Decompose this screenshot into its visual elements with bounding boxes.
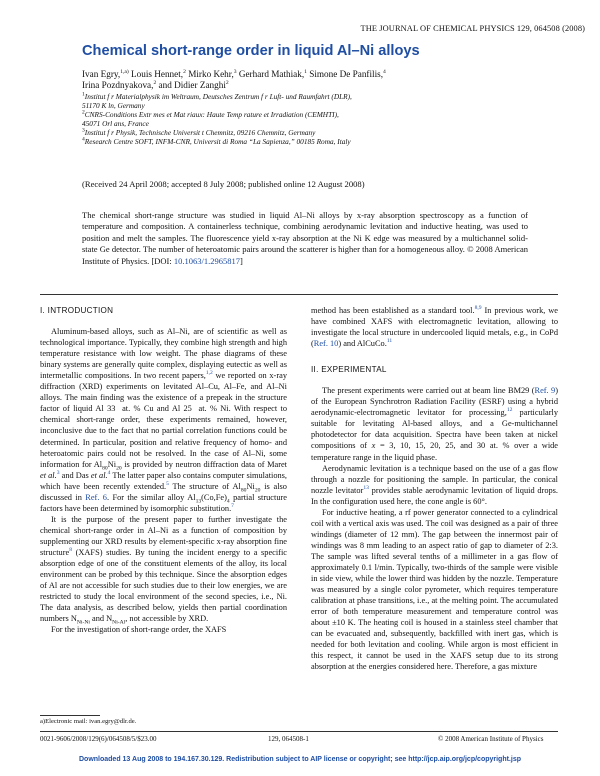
footer-page: 129, 064508-1 <box>268 735 309 743</box>
affiliation-2-city: 45071 Orl ans, France <box>82 119 149 128</box>
section-experimental-title: II. EXPERIMENTAL <box>311 365 387 375</box>
section-intro-title: I. INTRODUCTION <box>40 306 114 315</box>
abstract-end: ] <box>239 255 243 266</box>
author-line-1: Ivan Egry,$^{1,a)}$ Louis Hennet,$^2$ Mirko Kehr,$^3$ Gerhard Mathiak,$^1$ Simone De Panfilis,$^4$ <box>82 68 386 79</box>
footer-divider <box>40 731 558 732</box>
journal-header: THE JOURNAL OF CHEMICAL PHYSICS 129, 064508 (2008) <box>360 24 585 33</box>
footer-copyright: © 2008 American Institute of Physics <box>438 735 544 743</box>
affiliation-1: $^1$Institut f r Materialphysik im Weltraum, Deutsches Zentrum f r Luft- und Raumfahrt (DLR), <box>82 91 352 101</box>
paper-title: Chemical short-range order in liquid Al–Ni alloys <box>82 43 420 59</box>
affiliation-2: $^2$CNRS-Conditions Extr mes et Mat riaux: Haute Temp rature et Irradiation (CEMHTI), <box>82 109 339 119</box>
right-paragraph-1: method has been established as a standard tool.$^{8,9}$ In previous work, we have combined XAFS with electromagnetic levitation, allowing to investigate the local structure in undercooled liquid metals, e.g., in CoPd (Ref. 10) and AlCuCo.$^{11}$ <box>311 305 559 349</box>
intro-paragraph-1: Aluminum-based alloys, such as Al–Ni, are of scientific as well as technological importance. Typically, they combine high strength and high temperature resistance with low weight. The phase diagrams of these binary systems are generally quite complex, displaying eutectic as well as intermetallic compositions. In two recent papers,$^{1,2}$ we reported on x-ray diffraction (XRD) experiments on levitated Al–Cu, Al–Fe, and Al–Ni alloys. The main finding was the existence of a prepeak in the structure factor of liquid Al 33 at. % Cu and Al 25 at. % Ni. With respect to chemical short-range order, these experiments remained, however, inconclusive due to the fact that no partial correlation functions could be determined. In particular, position and relative frequency of homo- and heteroatomic pairs could not be resolved. In the case of Al–Ni, some information for $Al_{80}Ni_{20}$ is provided by neutron diffraction data of Maret et al.$^3$ and Das et al.$^4$ The latter paper also contains computer simulations, which have been recently extended.$^5$ The structure of $Al_{80}Ni_{20}$ is also discussed in Ref. 6. For the similar alloy $Al_{13}(Co,Fe)_4$ partial structure factors have been determined by isomorphic substitution.$^7$ <box>40 327 288 513</box>
abstract-text: The chemical short-range structure was studied in liquid Al–Ni alloys by x-ray absorption spectroscopy as a function of temperature and composition. A containerless technique, combining aerodynamic levitation and inductive heating, was used to position and melt the samples. The fluorescence yield x-ray absorption at the Ni K edge was measured by a multichannel solid-state Ge detector. The number of heteroatomic pairs around the scatterer is higher than for a homogeneous alloy. © 2008 American Institute of Physics. [DOI: <box>82 210 528 266</box>
exp-paragraph-1: The present experiments were carried out at beam line BM29 (Ref. 9) of the European Synchrotron Radiation Facility (ESRF) using a hybrid aerodynamic-electromagnetic levitator for processing,$^{12}$ particularly suitable for levitating Al-based alloys, and a Ge-multichannel photodetector for data acquisition. Spectra have been taken at nickel compositions of x = 3, 10, 15, 20, 25, and 30 at. % over a wide temperature range in the liquid phase. <box>311 386 559 462</box>
affiliation-4: $^4$Research Centre SOFT, INFM-CNR, Universit di Roma “La Sapienza,” 00185 Roma, Italy <box>82 136 351 146</box>
exp-paragraph-3: For inductive heating, a rf power generator connected to a cylindrical coil with a vertical axis was used. The coil was designed as a pair of three windings (diameter of 12 mm). The gap between the innermost pair of windings was 8 mm leading to an aspect ratio of gap to diameter of 2:3. The sample was lifted several tenths of a millimeter in a gas flow of approximately 0.1 l/min. Typically, two-thirds of the sample were visible in side view, while the lower third was hidden by the nozzle. Temperature was measured by a single color pyrometer, which requires temperature calibration at phase transitions, i.e., at the melting point. The accumulated error of both temperature measurement and temperature control was about ±10 K. The heating coil is housed in a stainless steel chamber that can be evacuated and, subsequently, backfilled with inert gas, which is needed for both levitation and cooling. While argon is most efficient in this respect, it cannot be used in the XAFS setup due to its strong absorption at the energies considered here. Therefore, a gas mixture <box>311 507 558 672</box>
download-notice: Downloaded 13 Aug 2008 to 194.167.30.129. Redistribution subject to AIP license or copyright; see http://jcp.aip.org/jcp/copyright.jsp <box>78 756 521 763</box>
affiliation-3: $^3$Institut f r Physik, Technische Universit t Chemnitz, 09216 Chemnitz, Germany <box>82 127 316 137</box>
exp-paragraph-2: Aerodynamic levitation is a technique based on the use of a gas flow through a nozzle for positioning the sample. In particular, the conical nozzle levitator$^{13}$ provides stable aerodynamic levitation of liquid drops. In the configuration used here, the cone angle is 60°. <box>311 463 558 506</box>
footnote-email: a)Electronic mail: ivan.egry@dlr.de. <box>40 718 137 725</box>
footnote-rule <box>40 715 100 716</box>
abstract <box>82 210 528 267</box>
intro-paragraph-2: It is the purpose of the present paper to further investigate the chemical short-range order in Al–Ni as a function of composition by supplementing our XRD results by element-specific x-ray absorption fine structure$^8$ (XAFS) studies. By tuning the incident energy to a specific absorption edge of one of the constituent elements of the alloy, its local environment can be probed by this technique. Since the absorption edges of Al are not accessible for such studies due to their low energies, we are restricted to study the local environment of the second species, i.e., Ni. The data analysis, as described below, yields then partial coordination numbers $N_{Ni-Ni}$ and $N_{Ni-Al}$, not accessible by XRD. <box>40 514 287 626</box>
abstract-divider <box>40 294 558 295</box>
affiliation-1-city: 51170 K ln, Germany <box>82 101 145 110</box>
intro-paragraph-3: For the investigation of short-range order, the XAFS <box>51 625 227 635</box>
received-dates: (Received 24 April 2008; accepted 8 July 2008; published online 12 August 2008) <box>82 179 365 189</box>
doi-link[interactable]: 10.1063/1.2965817 <box>173 255 240 266</box>
author-line-2: Irina Pozdnyakova,$^2$ and Didier Zanghi$^2$ <box>82 79 229 90</box>
footer-code: 0021-9606/2008/129(6)/064508/5/$23.00 <box>40 735 157 743</box>
left-column <box>40 305 287 635</box>
right-column <box>311 305 558 672</box>
author-list <box>82 69 502 91</box>
